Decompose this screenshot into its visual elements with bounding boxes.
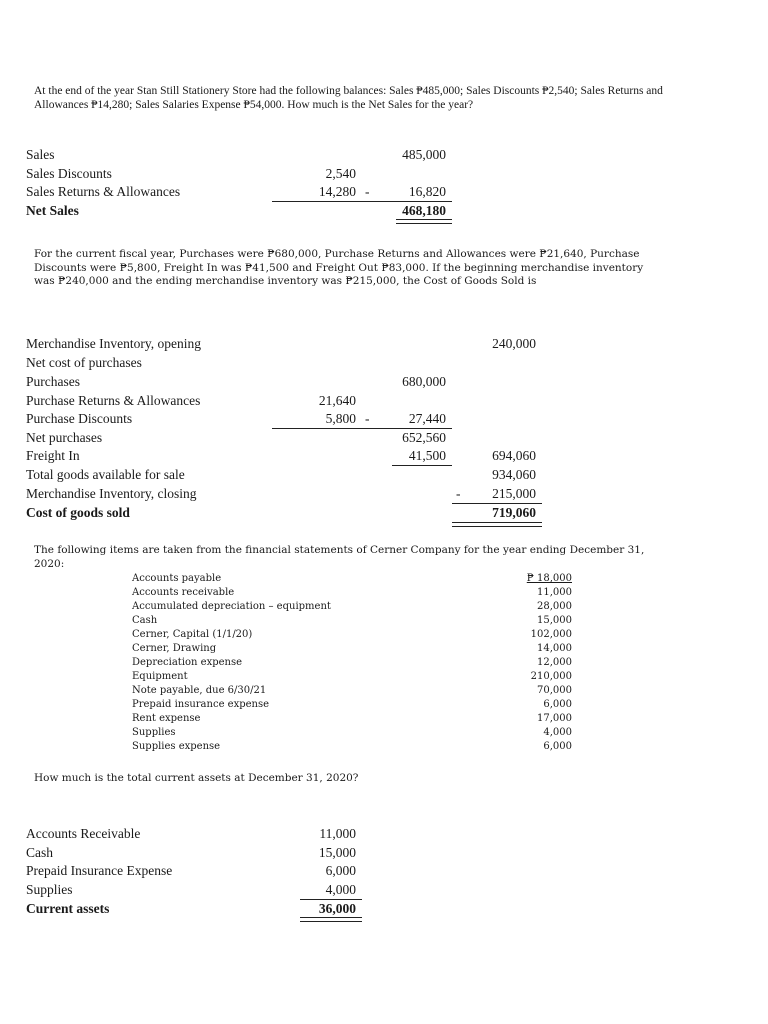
q3-item-label: Equipment bbox=[132, 671, 188, 682]
question-3-text: The following items are taken from the financial statements of Cerner Company for the year ending December 31, 2020: bbox=[34, 544, 645, 570]
q1-subtotal-rule bbox=[272, 201, 452, 202]
q2-row-label: Merchandise Inventory, opening bbox=[26, 336, 201, 351]
q3-item-value: 102,000 bbox=[530, 629, 572, 640]
q2-row-col3: 694,060 bbox=[492, 448, 536, 463]
q2-row-label: Purchase Discounts bbox=[26, 411, 133, 426]
q3-item-label: Accounts payable bbox=[132, 573, 222, 584]
q2-subtotal-rule bbox=[392, 465, 452, 466]
q1-row-label: Sales Returns & Allowances bbox=[26, 184, 181, 199]
q3-total-label: Current assets bbox=[26, 901, 110, 916]
q2-minus-sign: - bbox=[365, 411, 370, 426]
q3-item-label: Rent expense bbox=[132, 713, 201, 724]
q3-answer-value: 15,000 bbox=[318, 845, 356, 860]
q1-row-col2: 485,000 bbox=[402, 147, 446, 162]
q1-row-col1: 2,540 bbox=[325, 166, 356, 181]
q3-item-label: Prepaid insurance expense bbox=[132, 699, 270, 710]
q3-item-value: 11,000 bbox=[537, 587, 572, 598]
q2-row-label: Net cost of purchases bbox=[26, 355, 142, 370]
q1-row-col1: 14,280 bbox=[318, 184, 356, 199]
q3-subtotal-rule bbox=[300, 899, 362, 900]
q3-item-label: Accumulated depreciation – equipment bbox=[132, 601, 331, 612]
q3-item-value: 6,000 bbox=[543, 699, 572, 710]
q2-row-label: Purchases bbox=[26, 374, 80, 389]
q2-subtotal-rule bbox=[272, 428, 452, 429]
q3-answer-label: Cash bbox=[26, 845, 53, 860]
q3-total-value: 36,000 bbox=[318, 901, 356, 916]
q2-row-col1: 5,800 bbox=[325, 411, 356, 426]
q3-item-label: Depreciation expense bbox=[132, 657, 243, 668]
q1-minus-sign: - bbox=[365, 184, 370, 199]
q1-total-label: Net Sales bbox=[26, 203, 79, 218]
q2-row-label: Merchandise Inventory, closing bbox=[26, 486, 197, 501]
question-1-text: At the end of the year Stan Still Stationery Store had the following balances: Sales ₱485,000; Sales Discounts ₱2,540; Sales Returns and Allowances ₱14,280; Sales Salaries Expense ₱54,000. How much is the Net Sales for the year? bbox=[34, 85, 663, 111]
q3-item-value: ₱ 18,000 bbox=[526, 573, 572, 584]
q3-answer-label: Prepaid Insurance Expense bbox=[26, 863, 173, 878]
q3-item-label: Accounts receivable bbox=[132, 587, 235, 598]
q2-row-col2: 41,500 bbox=[408, 448, 446, 463]
q2-total-value: 719,060 bbox=[492, 505, 536, 520]
q2-row-label: Net purchases bbox=[26, 430, 103, 445]
q2-row-col3: 240,000 bbox=[492, 336, 536, 351]
question-3-prompt: How much is the total current assets at December 31, 2020? bbox=[34, 772, 359, 784]
q3-item-label: Note payable, due 6/30/21 bbox=[132, 685, 267, 696]
q3-answer-label: Supplies bbox=[26, 882, 73, 897]
q3-item-label: Supplies bbox=[132, 727, 176, 738]
q2-row-label: Total goods available for sale bbox=[26, 467, 185, 482]
q2-row-col2: 680,000 bbox=[402, 374, 446, 389]
q3-item-label: Cerner, Capital (1/1/20) bbox=[132, 629, 253, 640]
q2-subtotal-rule bbox=[452, 503, 542, 504]
q3-item-value: 12,000 bbox=[537, 657, 572, 668]
q3-item-value: 15,000 bbox=[537, 615, 572, 626]
q2-row-col2: 652,560 bbox=[402, 430, 446, 445]
q1-row-label: Sales Discounts bbox=[26, 166, 112, 181]
q3-item-value: 6,000 bbox=[543, 741, 572, 752]
question-2-text: For the current fiscal year, Purchases were ₱680,000, Purchase Returns and Allowances were ₱21,640, Purchase Discounts were ₱5,800, Freight In was ₱41,500 and Freight Out ₱83,000. If the beginning merchandise inventory was ₱240,000 and the ending merchandise inventory was ₱215,000, the Cost of Goods Sold is bbox=[34, 248, 644, 287]
q2-row-label: Purchase Returns & Allowances bbox=[26, 393, 201, 408]
q1-total-value: 468,180 bbox=[402, 203, 446, 218]
q3-item-label: Supplies expense bbox=[132, 741, 221, 752]
q3-answer-value: 11,000 bbox=[319, 826, 356, 841]
q2-row-col3: 934,060 bbox=[492, 467, 536, 482]
q3-total-double-rule bbox=[300, 917, 362, 922]
q2-total-label: Cost of goods sold bbox=[26, 505, 130, 520]
q3-item-value: 17,000 bbox=[537, 713, 572, 724]
q2-row-col2: 27,440 bbox=[408, 411, 446, 426]
q2-row-col1: 21,640 bbox=[318, 393, 356, 408]
q2-row-col3: 215,000 bbox=[492, 486, 536, 501]
q3-item-value: 210,000 bbox=[530, 671, 572, 682]
q3-answer-value: 4,000 bbox=[325, 882, 356, 897]
q3-item-value: 4,000 bbox=[543, 727, 572, 738]
q2-total-double-rule bbox=[452, 522, 542, 527]
q1-total-double-rule bbox=[396, 219, 452, 224]
q2-minus-sign: - bbox=[456, 486, 461, 501]
q3-item-label: Cash bbox=[132, 615, 158, 626]
q3-item-value: 28,000 bbox=[537, 601, 572, 612]
q3-item-label: Cerner, Drawing bbox=[132, 643, 217, 654]
q3-item-value: 14,000 bbox=[537, 643, 572, 654]
q2-row-label: Freight In bbox=[26, 448, 80, 463]
q3-answer-label: Accounts Receivable bbox=[26, 826, 141, 841]
q3-item-value: 70,000 bbox=[537, 685, 572, 696]
q1-row-col2: 16,820 bbox=[408, 184, 446, 199]
q3-answer-value: 6,000 bbox=[325, 863, 356, 878]
q1-row-label: Sales bbox=[26, 147, 55, 162]
